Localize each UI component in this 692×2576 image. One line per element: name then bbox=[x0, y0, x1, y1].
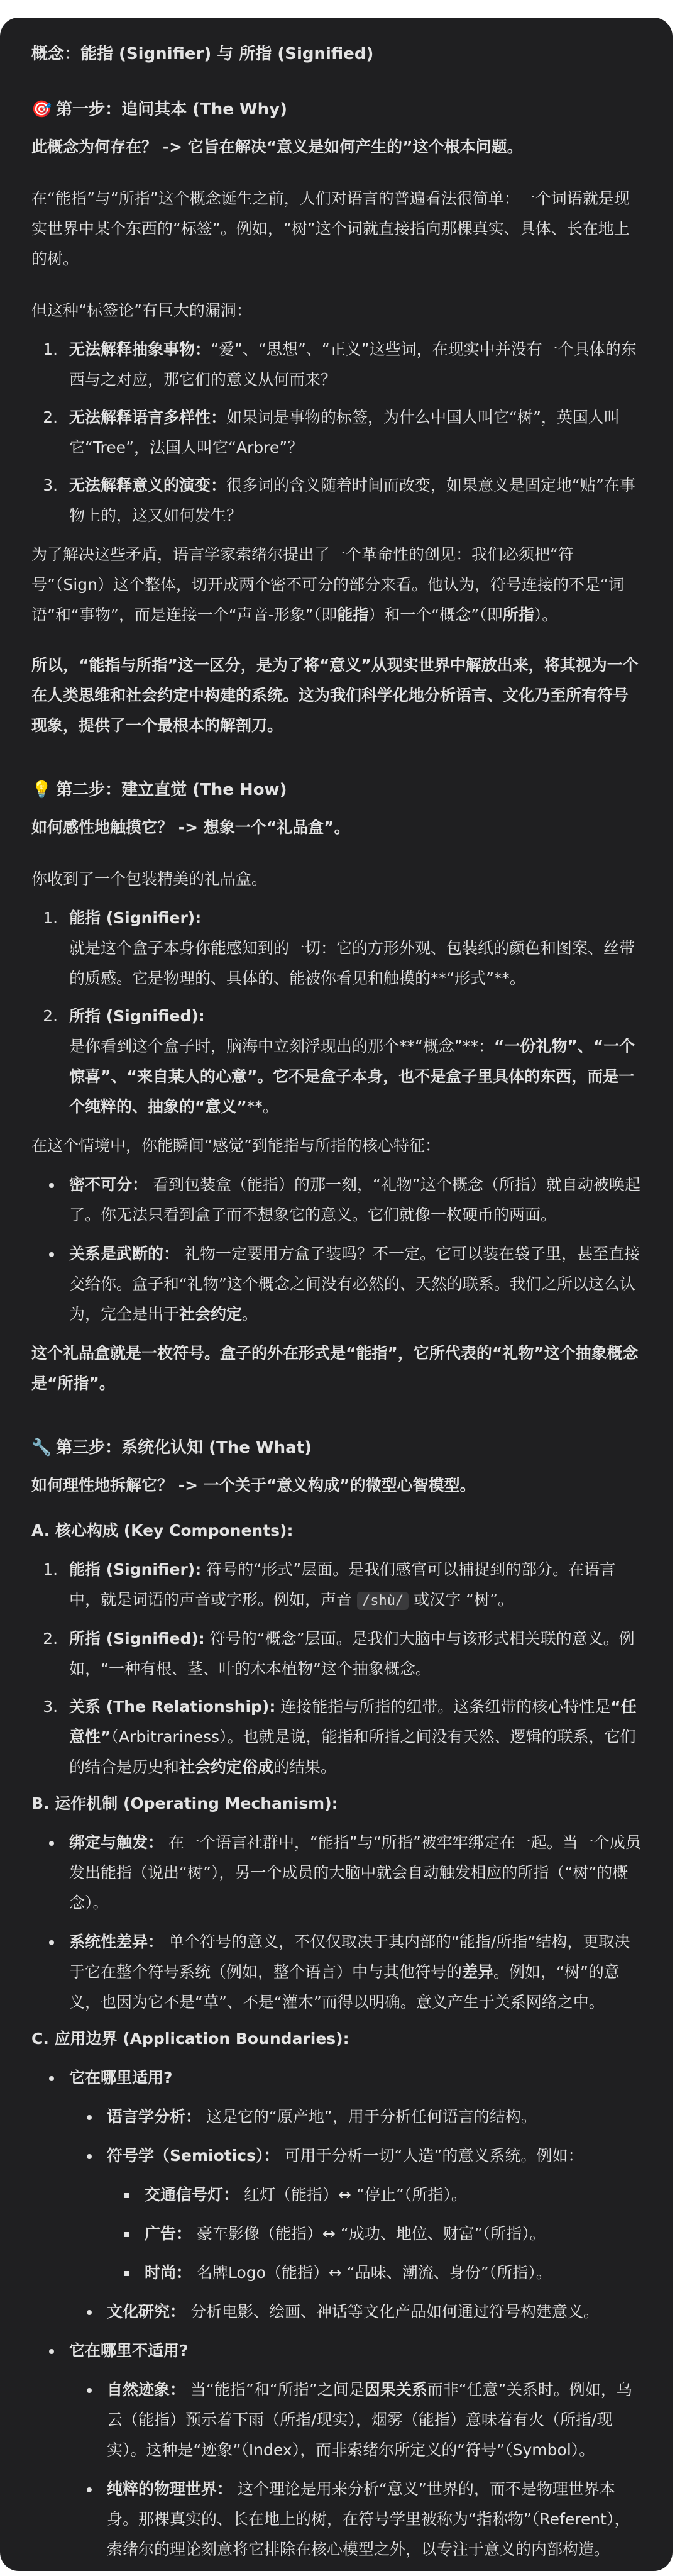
list-item-label: 密不可分： bbox=[69, 1175, 148, 1194]
list-item-label: 自然迹象： bbox=[107, 2380, 186, 2399]
list-item-text: 礼物一定要用方盒子装吗？不一定。它可以装在袋子里，甚至直接交给你。盒子和“礼物”这个概念之间没有必然的、天然的联系。我们之所以这么认为，完全是出于 bbox=[69, 1245, 640, 1323]
step1-conclusion: 所以，“能指与所指”这一区分，是为了将“意义”从现实世界中解放出来，将其视为一个在人类思维和社会约定中构建的系统。这为我们科学化地分析语言、文化乃至所有符号现象，提供了一个最根本的解剖刀。 bbox=[31, 656, 639, 735]
list-item-label: 无法解释语言多样性： bbox=[69, 408, 227, 426]
step3-heading-text: 第三步：系统化认知 (The What) bbox=[56, 1438, 312, 1457]
section-b-heading: B. 运作机制 (Operating Mechanism): bbox=[31, 1794, 338, 1813]
list-item bbox=[63, 1828, 641, 1918]
list-item bbox=[63, 1170, 641, 1230]
step1-flaw: 但这种“标签论”有巨大的漏洞： bbox=[31, 301, 252, 319]
bold-term: 社会约定俗成 bbox=[179, 1758, 274, 1776]
list-item-text: 这个理论是用来分析“意义”世界的，而不是物理世界本身。那棵真实的、长在地上的树，在符号学里被称为“指称物”（Referent），索绪尔的理论刻意将它排除在核心模型之外，以专注于意义的内部构造。 bbox=[107, 2480, 630, 2558]
list-item-text: 名牌Logo（能指）↔ “品味、潮流、身份”（所指）。 bbox=[196, 2263, 552, 2282]
list-item bbox=[63, 1239, 641, 1330]
step2-question: 如何感性地触摸它？ -> 想象一个“礼品盒”。 bbox=[31, 818, 350, 836]
step1-intro: 在“能指”与“所指”这个概念诞生之前，人们对语言的普遍看法很简单：一个词语就是现实世界中某个东西的“标签”。例如，“树”这个词就直接指向那棵真实、具体、长在地上的树。 bbox=[31, 189, 630, 268]
list-item bbox=[63, 1692, 641, 1782]
step1-solution bbox=[31, 540, 641, 630]
list-item-label: 所指 (Signified): bbox=[69, 1007, 205, 1025]
step1-list bbox=[31, 335, 641, 531]
not-label: 它在哪里不适用? bbox=[69, 2341, 189, 2360]
text-segment: 符号的“形式”层面。是我们感官可以捕捉到的部分。在语言中，就是词语的声音或字形。例如，声音 bbox=[69, 1560, 616, 1609]
list-item-label: 关系是武断的： bbox=[69, 1245, 180, 1263]
step2-intro: 你收到了一个包装精美的礼品盒。 bbox=[31, 870, 268, 888]
list-item-label: 无法解释意义的演变： bbox=[69, 476, 227, 494]
list-item-text: 就是这个盒子本身你能感知到的一切：它的方形外观、包装纸的颜色和图案、丝带的质感。它是物理的、具体的、能被你看见和触摸的**“形式”**。 bbox=[69, 939, 635, 987]
list-item-text: 红灯（能指）↔ “停止”（所指）。 bbox=[243, 2185, 467, 2204]
list-item bbox=[63, 470, 641, 531]
list-item bbox=[101, 2141, 641, 2288]
list-item-label: 文化研究： bbox=[107, 2302, 186, 2321]
step1-heading bbox=[31, 94, 641, 125]
list-item-text: 如果词是事物的标签，为什么中国人叫它“树”，英国人叫它“Tree”，法国人叫它“Arbre”？ bbox=[69, 408, 620, 457]
list-item-label: 语言学分析： bbox=[107, 2107, 202, 2126]
lightbulb-icon: 💡 bbox=[31, 780, 52, 799]
list-item-text: 是你看到这个盒子时，脑海中立刻浮现出的那个**“概念”**： bbox=[69, 1037, 494, 1055]
list-item bbox=[101, 2102, 641, 2132]
section-a-heading: A. 核心构成 (Key Components): bbox=[31, 1521, 294, 1540]
wrench-icon: 🔧 bbox=[31, 1438, 52, 1457]
text-segment: 的结果。 bbox=[273, 1758, 337, 1776]
list-item bbox=[63, 1624, 641, 1684]
list-item-label: 系统性差异： bbox=[69, 1933, 164, 1951]
text-segment: 或汉字 “树”。 bbox=[409, 1591, 514, 1609]
step2-conclusion: 这个礼品盒就是一枚符号。盒子的外在形式是“能指”，它所代表的“礼物”这个抽象概念是“所指”。 bbox=[31, 1344, 639, 1392]
section-c-list bbox=[31, 2063, 641, 2565]
section-a-list bbox=[31, 1555, 641, 1782]
step2-heading bbox=[31, 775, 641, 805]
list-item-label: 时尚： bbox=[145, 2263, 192, 2282]
step2-lead: 在这个情境中，你能瞬间“感觉”到能指与所指的核心特征： bbox=[31, 1136, 441, 1155]
step1-question: 此概念为何存在？ -> 它旨在解决“意义是如何产生的”这个根本问题。 bbox=[31, 138, 523, 156]
list-item bbox=[63, 402, 641, 463]
list-item bbox=[101, 2474, 641, 2565]
list-item-label: 符号学（Semiotics）： bbox=[107, 2146, 280, 2165]
list-item-text: 在一个语言社群中，“能指”与“所指”被牢牢绑定在一起。当一个成员发出能指（说出“树”），另一个成员的大脑中就会自动触发相应的所指（“树”的概念）。 bbox=[69, 1833, 641, 1912]
list-item-label: 所指 (Signified): bbox=[69, 1629, 205, 1648]
list-item bbox=[138, 2219, 641, 2249]
list-item bbox=[63, 335, 641, 395]
list-item-text: 这是它的“原产地”，用于分析任何语言的结构。 bbox=[206, 2107, 537, 2126]
list-item-text: 分析电影、绘画、神话等文化产品如何通过符号构建意义。 bbox=[190, 2302, 599, 2321]
list-item bbox=[101, 2375, 641, 2465]
inline-code: /shù/ bbox=[357, 1592, 409, 1610]
text-segment: ）。 bbox=[534, 606, 558, 624]
text-segment: 为了解决这些矛盾，语言学家索绪尔提出了一个革命性的创见：我们必须把“符号”（Sign）这个整体，切开成两个密不可分的部分来看。他认为，符号连接的不是“词语”和“事物”，而是连接一个“声音-形象”（即 bbox=[31, 545, 624, 624]
where-list bbox=[69, 2102, 641, 2327]
list-item-text: 看到包装盒（能指）的那一刻，“礼物”这个概念（所指）就自动被唤起了。你无法只看到盒子而不想象它的意义。它们就像一枚硬币的两面。 bbox=[69, 1175, 640, 1224]
list-item bbox=[63, 2063, 641, 2327]
list-item-text: 符号的“概念”层面。是我们大脑中与该形式相关联的意义。例如，“一种有根、茎、叶的木本植物”这个抽象概念。 bbox=[69, 1629, 635, 1678]
section-b-list bbox=[31, 1828, 641, 2018]
page-title: 概念：能指 (Signifier) 与 所指 (Signified) bbox=[31, 45, 374, 64]
list-item bbox=[63, 1555, 641, 1616]
list-item-label: 广告： bbox=[145, 2224, 192, 2243]
list-item-text: “爱”、“思想”、“正义”这些词，在现实中并没有一个具体的东西与之对应，那它们的意义从何而来？ bbox=[69, 340, 637, 389]
text-segment: 。例如，“树”的意义，也因为它不是“草”、不是“灌木”而得以明确。意义产生于关系网络之中。 bbox=[69, 1963, 620, 2011]
text-segment: 。 bbox=[242, 1305, 258, 1323]
text-segment: 当“能指”和“所指”之间是 bbox=[190, 2380, 365, 2399]
bold-term: 社会约定 bbox=[179, 1305, 243, 1323]
step3-question: 如何理性地拆解它？ -> 一个关于“意义构成”的微型心智模型。 bbox=[31, 1476, 476, 1494]
list-item-label: 绑定与触发： bbox=[69, 1833, 164, 1852]
list-item bbox=[138, 2258, 641, 2288]
text-segment: 单个符号的意义，不仅仅取决于其内部的“能指/所指”结构，更取决于它在整个符号系统（例如，整个语言）中与其他符号的 bbox=[69, 1933, 630, 1981]
target-icon: 🎯 bbox=[31, 100, 52, 119]
list-item-label: 无法解释抽象事物： bbox=[69, 340, 211, 358]
text-segment: ）和一个“概念”（即 bbox=[368, 606, 503, 624]
list-item-label: 关系 (The Relationship): bbox=[69, 1697, 276, 1716]
list-item-label: 能指 (Signifier): bbox=[69, 909, 202, 927]
bold-term: 差异 bbox=[462, 1963, 494, 1981]
text-segment: 而非“任意”关系时。例如，乌云（能指）预示着下雨（所指/现实），烟雾（能指）意味着有火（所指/现实）。这种是“迹象”（Index），而非索绪尔所定义的“符号”（Symbol）。 bbox=[107, 2380, 632, 2459]
list-item bbox=[63, 1001, 641, 1122]
bold-term: “一份礼物”、“一个惊喜”、“来自某人的心意”。它不是盒子本身，也不是盒子里具体的东西，而是一个纯粹的、抽象的“意义” bbox=[69, 1037, 635, 1116]
response-card bbox=[0, 18, 673, 2571]
step2-heading-text: 第二步：建立直觉 (The How) bbox=[56, 780, 287, 799]
text-segment: （Arbitrariness）。也就是说，能指和所指之间没有天然、逻辑的联系，它们的结合是历史和 bbox=[69, 1728, 636, 1776]
list-item bbox=[101, 2297, 641, 2327]
list-item bbox=[63, 1927, 641, 2018]
where-label: 它在哪里适用? bbox=[69, 2068, 173, 2087]
list-item bbox=[63, 903, 641, 994]
list-item-text: 很多词的含义随着时间而改变，如果意义是固定地“贴”在事物上的，这又如何发生？ bbox=[69, 476, 635, 525]
step2-bullets bbox=[31, 1170, 641, 1330]
step1-heading-text: 第一步：追问其本 (The Why) bbox=[56, 100, 287, 119]
list-item-label: 交通信号灯： bbox=[145, 2185, 239, 2204]
list-item bbox=[63, 2336, 641, 2565]
section-c-heading: C. 应用边界 (Application Boundaries): bbox=[31, 2029, 349, 2048]
step2-list bbox=[31, 903, 641, 1122]
step3-heading bbox=[31, 1433, 641, 1463]
list-item-text: 可用于分析一切“人造”的意义系统。例如： bbox=[284, 2146, 584, 2165]
bold-term: 因果关系 bbox=[364, 2380, 427, 2399]
bold-term: “任意性” bbox=[69, 1697, 637, 1746]
list-item-text: 豪车影像（能指）↔ “成功、地位、财富”（所指）。 bbox=[196, 2224, 546, 2243]
text-segment: **。 bbox=[246, 1097, 278, 1116]
list-item-label: 纯粹的物理世界： bbox=[107, 2480, 233, 2498]
not-list bbox=[69, 2375, 641, 2565]
bold-term: 能指 bbox=[337, 606, 369, 624]
list-item-label: 能指 (Signifier): bbox=[69, 1560, 202, 1579]
text-segment: 连接能指与所指的纽带。这条纽带的核心特性是 bbox=[275, 1697, 611, 1716]
list-item bbox=[138, 2180, 641, 2210]
bold-term: 所指 bbox=[502, 606, 534, 624]
semiotics-examples bbox=[107, 2180, 641, 2288]
